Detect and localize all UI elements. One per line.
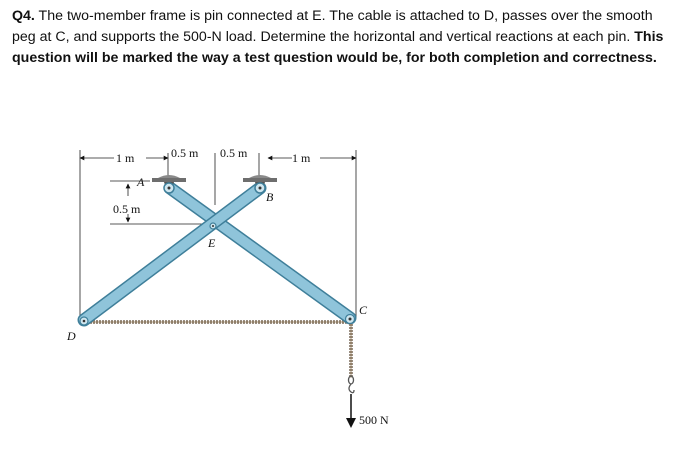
member-ac xyxy=(170,188,350,318)
cable-hook xyxy=(349,376,355,393)
load-label: 500 N xyxy=(359,413,389,427)
peg-c xyxy=(346,315,355,324)
point-label-e: E xyxy=(208,236,216,250)
question-number: Q4. xyxy=(12,8,35,24)
point-label-d: D xyxy=(67,329,76,343)
dim-label-0-5m-b: 0.5 m xyxy=(220,146,248,160)
pin-e xyxy=(210,223,216,229)
dim-label-0-5m-a: 0.5 m xyxy=(171,146,199,160)
dim-label-vertical-0-5m: 0.5 m xyxy=(113,202,141,216)
point-label-a: A xyxy=(137,175,145,189)
load-arrow xyxy=(346,394,356,428)
question-body: The two-member frame is pin connected at E. The cable is attached to D, passes over the smooth peg at C, and supports the 500-N load. Determine the horizontal and vertical reactions at each pin. xyxy=(12,8,653,45)
question-emphasis: This question will be marked the way a test question would be, for both completion and correctness. xyxy=(12,29,664,66)
point-label-c: C xyxy=(359,303,368,317)
pin-d xyxy=(80,317,88,325)
dim-label-left-1m: 1 m xyxy=(116,151,135,165)
point-label-b: B xyxy=(266,190,274,204)
member-bd xyxy=(84,188,260,320)
dim-label-right-1m: 1 m xyxy=(292,151,311,165)
